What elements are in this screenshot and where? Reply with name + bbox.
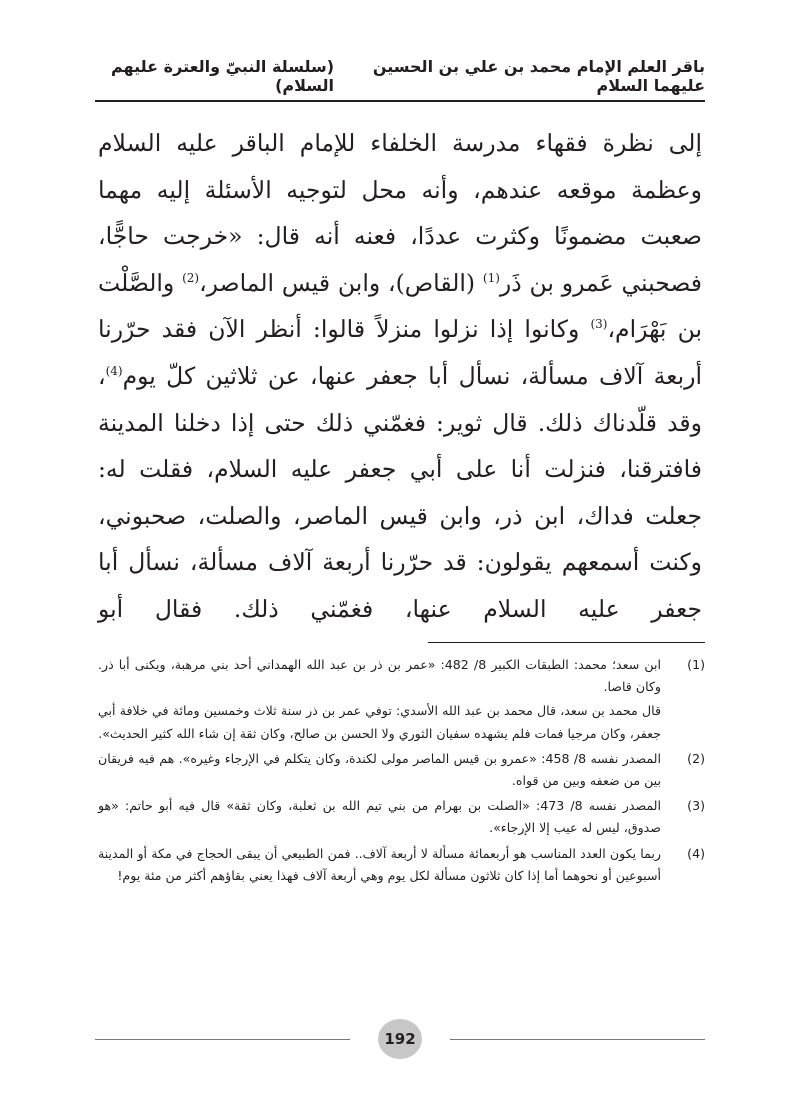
running-header — [95, 58, 705, 94]
footnote-number: (4) — [687, 845, 705, 861]
footer-rule-left — [95, 1039, 350, 1040]
footnote-separator — [428, 642, 705, 643]
footnote-2 — [98, 748, 705, 792]
footnote-text: المصدر نفسه 8/ 458: «عمرو بن قيس الماصر مولى لكندة، وكان يتكلم في الإرجاء وغيره». هم فيه فريقان بين من ضعفه وبين من قواه. — [98, 750, 661, 789]
footnote-ref-2[interactable]: (2) — [182, 270, 200, 285]
text-segment: والصَّلْت بن بَهْرَام، — [98, 268, 702, 344]
footnote-3 — [98, 795, 705, 839]
text-segment: (القاص)، وابن قيس الماصر، — [199, 268, 483, 297]
footnote-4 — [98, 843, 705, 887]
header-rule — [95, 100, 705, 102]
footnote-1 — [98, 654, 705, 745]
text-segment: إلى نظرة فقهاء مدرسة الخلفاء للإمام الباقر عليه السلام وعظمة موقعه عندهم، وأنه محل لتوجيه الأسئلة إليه مهما صعبت مضمونًا وكثرت عددًا، فعنه أنه قال: «خرجت حاجًّا، فصحبني عَمرو بن ذَر — [98, 129, 702, 297]
footer-rule-right — [450, 1039, 705, 1040]
footnote-text: ابن سعد؛ محمد: الطبقات الكبير 8/ 482: «عمر بن ذر بن عبد الله الهمداني أحد بني مرهبة، ويكنى أبا ذر. وكان قاصا. — [98, 657, 661, 695]
footnote-text: ربما يكون العدد المناسب هو أربعمائة مسألة لا أربعة آلاف.. فمن الطبيعي أن يبقى الحجاج في مكة أو المدينة أسبوعين أو نحوهما أما إذا كان ثلاثون مسألة لكل يوم وهي أربعة آلاف فهذا يعني بقاؤهم أكثر من مئة يوم! — [98, 845, 661, 883]
footnote-ref-3[interactable]: (3) — [590, 317, 608, 332]
footnote-number: (1) — [687, 657, 705, 672]
footnotes — [98, 654, 705, 890]
main-paragraph — [98, 120, 702, 633]
page-footer — [95, 1009, 705, 1069]
text-segment: ، وقد قلّدناك ذلك. قال ثوير: فغمّني ذلك حتى إذا دخلنا المدينة فافترقنا، فنزلت أنا على أبي جعفر عليه السلام، فقلت له: جعلت فداك، ابن ذر، وابن قيس الماصر، والصلت، صحبوني، وكنت أسمعهم يقولون: قد حرّرنا أربعة آلاف مسألة، نسأل أبا جعفر عليه السلام عنها، فغمّني ذلك. فقال أبو — [98, 361, 702, 623]
footnote-text: المصدر نفسه 8/ 473: «الصلت بن بهرام من بني تيم الله بن ثعلبة، وكان ثقة» قال فيه أبو حاتم: «هو صدوق، ليس له عيب إلا الإرجاء». — [98, 798, 661, 836]
footnote-number: (2) — [687, 750, 705, 766]
main-text — [98, 120, 702, 633]
book-title: باقر العلم الإمام محمد بن علي بن الحسين عليهما السلام — [372, 57, 705, 95]
page-number: 192 — [378, 1019, 422, 1059]
footnote-ref-4[interactable]: (4) — [105, 364, 123, 379]
footnote-continuation: قال محمد بن سعد، قال محمد بن عبد الله الأسدي: توفي عمر بن ذر سنة ثلاث وخمسين ومائة في خلافة أبي جعفر، وكان مرجيا فمات فلم يشهده سفيان الثوري ولا الحسن بن صالح، وكان ثقة إن شاء الله كثير الحديث». — [98, 703, 661, 741]
footnote-number: (3) — [687, 798, 705, 814]
series-title: (سلسلة النبيّ والعترة عليهم السلام) — [111, 57, 335, 95]
text-segment: وكانوا إذا نزلوا منزلاً قالوا: أنظر الآن فقد حرّرنا أربعة آلاف مسألة، نسأل أبا جعفر عنها، عن ثلاثين كلّ يوم — [98, 315, 702, 390]
footnote-ref-1[interactable]: (1) — [482, 270, 500, 285]
